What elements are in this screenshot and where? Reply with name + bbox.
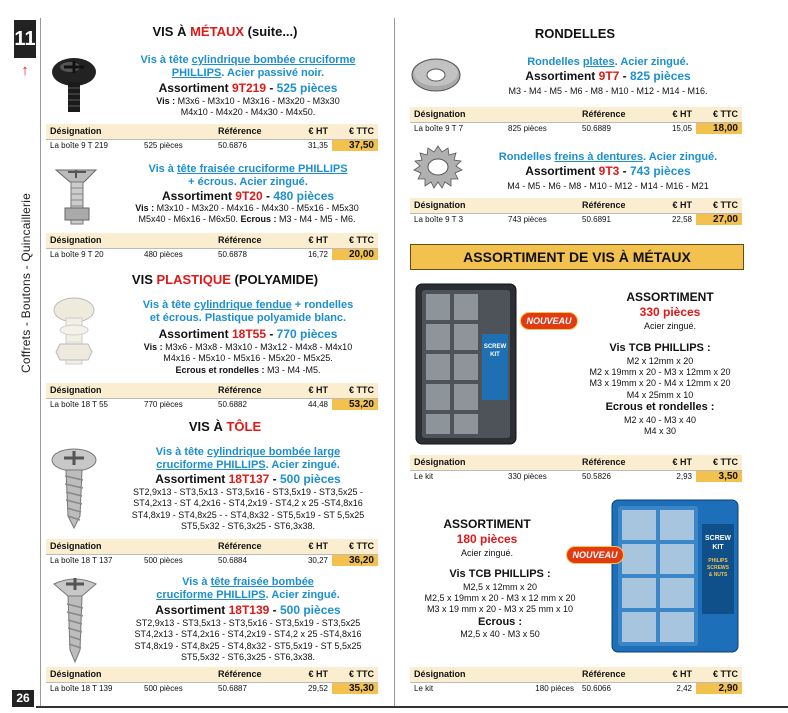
separator: - — [262, 189, 274, 203]
title-text: + rondelles — [291, 299, 354, 311]
col-ht: € HT — [288, 667, 332, 682]
kit-heading: ASSORTIMENT — [443, 517, 531, 531]
lock-washer-image — [410, 144, 466, 190]
assortment-qty: 525 pièces — [276, 81, 338, 95]
kit-box-text: SCREW — [704, 535, 732, 542]
col-ttc: € TTC — [696, 107, 742, 122]
cell-reference: 50.6889 — [578, 122, 652, 134]
separator: - — [619, 69, 630, 83]
kit-ecrous-line: M2 x 40 - M3 x 40 — [623, 414, 697, 425]
assortment-qty: 743 pièces — [630, 164, 691, 178]
title-underlined: cylindrique bombée large — [206, 446, 341, 458]
cell-designation: La boîte 18 T 137 — [46, 554, 140, 566]
cell-ttc: 20,00 — [332, 248, 378, 260]
kit-box-text: SCREWS — [707, 565, 729, 571]
sizes-line: M3 - M4 -M5. — [267, 364, 321, 375]
cell-ht: 30,27 — [288, 554, 332, 566]
assortment-line — [110, 189, 386, 203]
sizes-line: M5x40 - M6x16 - M6x50. — [138, 214, 241, 225]
title-text: Vis à tête — [140, 54, 192, 66]
cell-ttc: 2,90 — [696, 682, 742, 694]
column-divider — [394, 18, 395, 706]
price-table — [46, 383, 378, 410]
product-title — [110, 299, 386, 324]
sizes-line: M3x6 - M3x10 - M3x16 - M3x20 - M3x30 — [177, 96, 340, 106]
kit-vis-line: M2 x 19mm x 20 - M3 x 12mm x 20 — [589, 367, 731, 377]
countersunk-sheet-screw-image — [50, 576, 100, 664]
cell-pieces: 525 pièces — [140, 139, 214, 151]
kit-material: Acier zingué. — [460, 548, 514, 558]
assortment-line — [110, 472, 386, 486]
sizes-line: ST2,9x13 - ST3,5x13 - ST3,5x16 - ST3,5x19 - ST3,5x25 — [135, 618, 361, 628]
left-divider — [40, 18, 41, 706]
price-table — [46, 539, 378, 566]
section-title-highlight: TÔLE — [226, 419, 262, 434]
col-ht: € HT — [288, 539, 332, 554]
assortment-label: Assortiment — [155, 603, 229, 617]
price-table — [46, 233, 378, 260]
title-underlined: tête fraisée bombée — [210, 576, 314, 588]
cell-reference: 50.6891 — [578, 213, 652, 225]
col-ttc: € TTC — [696, 198, 742, 213]
price-table — [410, 198, 742, 225]
price-table — [46, 124, 378, 151]
col-designation: Désignation — [410, 198, 504, 213]
assortment-qty: 770 pièces — [276, 327, 338, 341]
separator: - — [269, 603, 280, 617]
cell-reference: 50.6884 — [214, 554, 288, 566]
cell-pieces: 480 pièces — [140, 248, 214, 260]
section-title-vis-plastique — [60, 272, 390, 287]
cell-ht: 22,58 — [652, 213, 696, 225]
cell-ht: 29,52 — [288, 682, 332, 694]
title-text: Vis à — [148, 163, 177, 175]
sizes-line: ST4,2x13 - ST 4,2x16 - ST4,2x19 - ST4,2 x 25 -ST4,8x16 — [133, 498, 363, 509]
table-row — [410, 682, 742, 694]
sizes-line: ST5,5x32 - ST6,3x25 - ST6,3x38. — [180, 520, 316, 531]
kit-ecrous-label: Ecrous et rondelles : — [605, 400, 715, 413]
sizes-line: ST5,5x32 - ST6,3x25 - ST6,3x38. — [180, 651, 316, 662]
col-ttc: € TTC — [696, 667, 742, 682]
assortment-line — [110, 603, 386, 617]
title-underlined: plates — [582, 56, 615, 68]
col-reference: Référence — [214, 667, 288, 682]
product-title — [470, 151, 746, 164]
col-reference: Référence — [578, 198, 652, 213]
kit-qty: 180 pièces — [456, 532, 518, 546]
separator: - — [619, 164, 630, 178]
assortment-line — [110, 327, 386, 341]
title-text: . Acier zingué. — [614, 56, 689, 68]
section-title-part: (POLYAMIDE) — [230, 272, 319, 287]
price-table — [410, 107, 742, 134]
section-title-part: (suite...) — [244, 24, 298, 39]
col-ttc: € TTC — [332, 383, 378, 398]
cell-ht: 44,48 — [288, 398, 332, 410]
title-underlined: cylindrique fendue — [193, 299, 292, 311]
plastic-screw-image — [46, 296, 102, 370]
kit-qty: 330 pièces — [639, 305, 701, 319]
separator: - — [269, 472, 280, 486]
cell-designation: La boîte 9 T 7 — [410, 122, 504, 134]
col-ttc: € TTC — [332, 124, 378, 139]
cell-pieces: 825 pièces — [504, 122, 578, 134]
cell-designation: Le kit — [410, 682, 504, 694]
product-title — [110, 54, 386, 79]
chapter-tab: 11 — [14, 20, 36, 58]
table-row — [46, 248, 378, 260]
title-underlined: cylindrique bombée cruciforme — [191, 54, 356, 66]
table-row — [410, 470, 742, 482]
section-title-highlight: PLASTIQUE — [156, 272, 231, 287]
sizes-label: Vis : — [135, 203, 157, 213]
kit-vis-line: M2 x 12mm x 20 — [626, 355, 694, 366]
assortment-label: Assortiment — [158, 81, 232, 95]
new-badge: NOUVEAU — [520, 312, 578, 330]
col-reference: Référence — [578, 107, 652, 122]
cell-ttc: 27,00 — [696, 213, 742, 225]
cell-designation: La boîte 18 T 139 — [46, 682, 140, 694]
table-row — [410, 122, 742, 134]
table-row — [46, 139, 378, 151]
price-table — [410, 455, 742, 482]
assortment-qty: 480 pièces — [273, 189, 335, 203]
title-underlined: cruciforme PHILLIPS — [156, 588, 266, 601]
col-reference: Référence — [578, 455, 652, 470]
assortment-label: Assortiment — [525, 164, 599, 178]
assortment-ref: 18T55 — [231, 327, 266, 341]
kit-vis-line: M3 x 19 mm x 20 - M3 x 25 mm x 10 — [426, 604, 574, 615]
table-row — [46, 554, 378, 566]
assortment-ref: 9T3 — [598, 164, 620, 178]
kit-vis-line: M4 x 25mm x 10 — [626, 389, 694, 400]
cell-pieces: 500 pièces — [140, 682, 214, 694]
table-row — [46, 682, 378, 694]
sheet-metal-screw-image — [48, 446, 100, 530]
title-text: + écrous. Acier zingué. — [188, 175, 308, 188]
kit-box-text: SCREW — [483, 344, 507, 350]
cell-reference: 50.6876 — [214, 139, 288, 151]
cell-ttc: 18,00 — [696, 122, 742, 134]
sizes-line: M4x10 - M4x20 - M4x30 - M4x50. — [180, 107, 316, 118]
assortment-banner: ASSORTIMENT DE VIS À MÉTAUX — [410, 244, 744, 270]
title-text: Vis à tête — [142, 299, 194, 311]
new-badge: NOUVEAU — [566, 546, 624, 564]
sizes-list — [106, 487, 390, 532]
col-designation: Désignation — [46, 539, 140, 554]
cell-pieces: 500 pièces — [140, 554, 214, 566]
kit-vis-line: M2,5 x 19mm x 20 - M3 x 12 mm x 20 — [424, 593, 576, 603]
sizes-list — [110, 342, 386, 376]
cell-designation: La boîte 9 T 20 — [46, 248, 140, 260]
section-title-vis-metaux — [60, 24, 390, 39]
assortment-qty: 500 pièces — [280, 603, 341, 617]
cell-designation: Le kit — [410, 470, 504, 482]
cell-designation: La boîte 9 T 219 — [46, 139, 140, 151]
title-text: . Acier zingué. — [643, 151, 718, 163]
assortment-label: Assortiment — [161, 189, 236, 203]
cell-designation: La boîte 18 T 55 — [46, 398, 140, 410]
title-text: . Acier zingué. — [265, 458, 340, 471]
sizes-list: M4 - M5 - M6 - M8 - M10 - M12 - M14 - M16 - M21 — [507, 181, 709, 191]
black-screw-image — [46, 54, 104, 114]
cell-ttc: 3,50 — [696, 470, 742, 482]
title-text: Rondelles — [498, 151, 555, 163]
col-reference: Référence — [214, 383, 288, 398]
col-ht: € HT — [288, 124, 332, 139]
kit-box-text: PHILIPS — [708, 558, 728, 564]
kit-ecrous-label: Ecrous : — [477, 615, 522, 628]
title-underlined: cruciforme PHILLIPS — [156, 458, 266, 471]
cell-reference: 50.6878 — [214, 248, 288, 260]
cell-ht: 16,72 — [288, 248, 332, 260]
page-number: 26 — [12, 690, 34, 707]
kit-vis-line: M2,5 x 12mm x 20 — [462, 581, 538, 592]
assortment-label: Assortiment — [525, 69, 599, 83]
kit-material: Acier zingué. — [643, 321, 697, 331]
cell-pieces: 770 pièces — [140, 398, 214, 410]
product-title — [470, 56, 746, 69]
sizes-list — [110, 96, 386, 119]
flat-washer-image — [410, 56, 462, 94]
title-text: Vis à tête — [155, 446, 207, 458]
price-table — [410, 667, 742, 694]
assortment-line — [110, 81, 386, 95]
kit-vis-line: M3 x 19mm x 20 - M4 x 12mm x 20 — [589, 378, 731, 389]
kit-vis-list — [540, 342, 780, 437]
sizes-line: M4x16 - M5x10 - M5x16 - M5x20 - M5x25. — [163, 353, 333, 364]
screw-kit-box-blue-image — [604, 494, 744, 656]
sizes-line: M3x10 - M3x20 - M4x16 - M4x30 - M5x16 - M5x30 — [156, 203, 359, 213]
countersunk-screw-image — [52, 164, 102, 232]
title-text: . Acier passivé noir. — [221, 66, 325, 79]
cell-pieces: 180 pièces — [504, 682, 578, 694]
col-designation: Désignation — [410, 667, 504, 682]
cell-reference: 50.6882 — [214, 398, 288, 410]
col-reference: Référence — [214, 539, 288, 554]
col-designation: Désignation — [46, 233, 140, 248]
assortment-ref: 18T137 — [228, 472, 270, 486]
col-designation: Désignation — [410, 455, 504, 470]
product-title — [110, 163, 386, 188]
kit-ecrous-line: M2,5 x 40 - M3 x 50 — [460, 629, 540, 640]
assortment-ref: 9T7 — [598, 69, 620, 83]
assortment-ref: 18T139 — [228, 603, 270, 617]
col-ht: € HT — [652, 107, 696, 122]
assortment-line — [470, 69, 746, 83]
cell-ttc: 53,20 — [332, 398, 378, 410]
section-title-part: VIS — [131, 272, 157, 287]
col-ht: € HT — [288, 233, 332, 248]
cell-reference: 50.5826 — [578, 470, 652, 482]
sizes-line: ST4,8x19 - ST4,8x25 - ST4,8x32 - ST5,5x19 - ST 5,5x25 — [134, 640, 362, 651]
title-underlined: freins à dentures — [554, 151, 644, 163]
col-designation: Désignation — [410, 107, 504, 122]
cell-reference: 50.6066 — [578, 682, 652, 694]
sizes-line: ST4,8x19 - ST4,8x25 - - ST4,8x32 - ST5,5x19 - ST 5,5x25 — [131, 509, 365, 520]
assortment-ref: 9T219 — [231, 81, 266, 95]
cell-ttc: 36,20 — [332, 554, 378, 566]
title-text: Rondelles — [527, 56, 583, 68]
screw-kit-box-image — [410, 280, 526, 450]
title-underlined: tête fraisée cruciforme PHILLIPS — [176, 163, 348, 175]
title-text: . Acier zingué. — [265, 588, 340, 601]
col-reference: Référence — [578, 667, 652, 682]
cell-reference: 50.6887 — [214, 682, 288, 694]
kit-heading: ASSORTIMENT — [626, 290, 714, 304]
col-reference: Référence — [214, 233, 288, 248]
cell-ht: 2,93 — [652, 470, 696, 482]
col-reference: Référence — [214, 124, 288, 139]
col-designation: Désignation — [46, 667, 140, 682]
cell-ht: 2,42 — [652, 682, 696, 694]
title-underlined: PHILLIPS — [171, 66, 222, 79]
col-ttc: € TTC — [332, 233, 378, 248]
col-ttc: € TTC — [696, 455, 742, 470]
col-ht: € HT — [652, 455, 696, 470]
sizes-line: ST4,2x13 - ST4,2x16 - ST4,2x19 - ST4,2 x 25 -ST4,8x16 — [134, 629, 362, 640]
kit-box-text: & NUTS — [708, 572, 728, 578]
price-table — [46, 667, 378, 694]
sizes-line: ST2,9x13 - ST3,5x13 - ST3,5x16 - ST3,5x19 - ST3,5x25 - — [132, 487, 364, 497]
sizes-list — [106, 618, 390, 663]
col-ttc: € TTC — [332, 539, 378, 554]
up-arrow-icon: ↑ — [21, 62, 29, 79]
section-title-part: VIS À — [152, 24, 191, 39]
bottom-rule — [36, 706, 788, 708]
assortment-label: Assortiment — [155, 472, 229, 486]
sizes-label: Ecrous et rondelles : — [175, 364, 267, 375]
sizes-label: Vis : — [156, 96, 178, 106]
kit-ecrous-line: M4 x 30 — [643, 425, 676, 436]
col-ttc: € TTC — [332, 667, 378, 682]
section-title-part: VIS À — [188, 419, 227, 434]
col-ht: € HT — [652, 667, 696, 682]
kit-box-text: KIT — [712, 544, 724, 551]
cell-pieces: 330 pièces — [504, 470, 578, 482]
assortment-qty: 825 pièces — [630, 69, 691, 83]
col-ht: € HT — [652, 198, 696, 213]
section-title-highlight: MÉTAUX — [190, 24, 245, 39]
product-title — [110, 576, 386, 601]
sizes-label: Ecrous : — [240, 214, 280, 225]
col-ht: € HT — [288, 383, 332, 398]
col-designation: Désignation — [46, 383, 140, 398]
assortment-qty: 500 pièces — [280, 472, 341, 486]
product-title — [110, 446, 386, 471]
section-title-rondelles: RONDELLES — [534, 26, 616, 41]
cell-ttc: 37,50 — [332, 139, 378, 151]
title-text: et écrous. Plastique polyamide blanc. — [149, 311, 347, 324]
cell-ht: 15,05 — [652, 122, 696, 134]
sizes-line: M3 - M4 - M5 - M6. — [279, 214, 356, 225]
sizes-label: Vis : — [143, 342, 166, 352]
kit-vis-list — [400, 568, 600, 641]
cell-ht: 31,35 — [288, 139, 332, 151]
table-row — [410, 213, 742, 225]
assortment-ref: 9T20 — [235, 189, 263, 203]
sizes-line: M3x6 - M3x8 - M3x10 - M3x12 - M4x8 - M4x10 — [165, 342, 353, 352]
sizes-list — [104, 203, 390, 226]
col-designation: Désignation — [46, 124, 140, 139]
cell-ttc: 35,30 — [332, 682, 378, 694]
separator: - — [266, 81, 277, 95]
section-title-vis-tole — [60, 419, 390, 434]
cell-pieces: 743 pièces — [504, 213, 578, 225]
kit-vis-label: Vis TCB PHILLIPS : — [449, 568, 551, 580]
assortment-line — [470, 164, 746, 178]
title-text: Vis à — [182, 576, 211, 588]
side-section-label: Coffrets - Boutons - Quincaillerie — [19, 193, 33, 373]
assortment-label: Assortiment — [158, 327, 232, 341]
separator: - — [266, 327, 277, 341]
table-row — [46, 398, 378, 410]
cell-designation: La boîte 9 T 3 — [410, 213, 504, 225]
kit-box-text: KIT — [490, 352, 500, 358]
sizes-list: M3 - M4 - M5 - M6 - M8 - M10 - M12 - M14 - M16. — [508, 86, 708, 96]
kit-vis-label: Vis TCB PHILLIPS : — [609, 342, 711, 354]
